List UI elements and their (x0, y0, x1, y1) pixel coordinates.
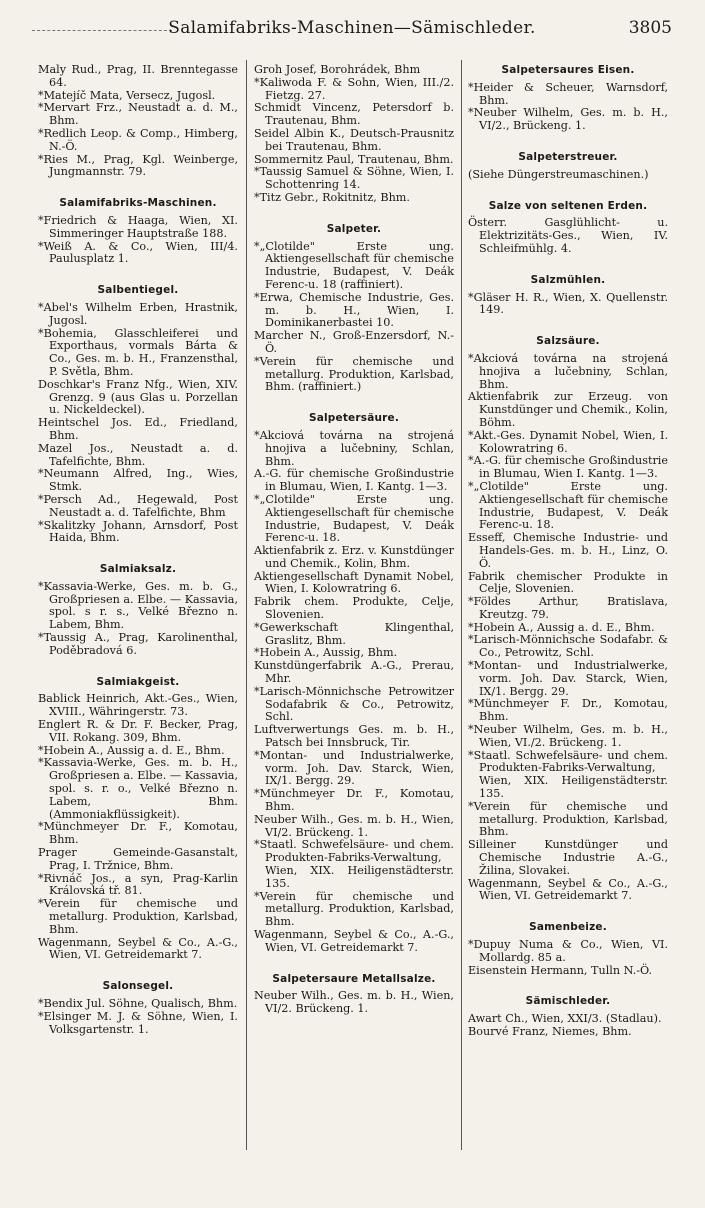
directory-entry: *Redlich Leop. & Comp., Himberg, N.-Ö. (38, 126, 238, 153)
section-heading: Salmiakgeist. (96, 675, 180, 688)
directory-entry: *Friedrich & Haaga, Wien, XI. Simmeringer Hauptstraße 188. (38, 213, 238, 240)
directory-entry: Schmidt Vincenz, Petersdorf b. Trautenau, Bhm. (254, 101, 454, 128)
directory-entry: Groh Josef, Borohrádek, Bhm (254, 63, 421, 76)
directory-entry: Seidel Albin K., Deutsch-Prausnitz bei Trautenau, Bhm. (254, 126, 454, 153)
section-heading: Salze von seltenen Erden. (488, 199, 648, 212)
directory-entry: *Larisch-Mönnichsche Petrowitzer Sodafabrik & Co., Petrowitz, Schl. (254, 684, 454, 724)
directory-entry: Awart Ch., Wien, XXI/3. (Stadlau). (468, 1012, 662, 1026)
section-heading: Salpetersaures Eisen. (501, 64, 635, 76)
directory-entry: Sommernitz Paul, Trautenau, Bhm. (254, 152, 454, 166)
section-heading: Salpetersaure Metallsalze. (272, 972, 436, 985)
directory-entry: *Staatl. Schwefelsäure- und chem. Produkten-Fabriks-Verwaltung, Wien, XIX. Heiligenstädterstr. 135. (254, 838, 454, 890)
directory-entry: *Persch Ad., Hegewald, Post Neustadt a. d. Tafelfichte, Bhm (38, 492, 238, 519)
directory-entry: *Verein für chemische und metallurg. Produktion, Karlsbad, Bhm. (raffiniert.) (254, 354, 454, 394)
section-heading: Salmiaksalz. (99, 563, 177, 576)
directory-entry: Österr. Gasglühlicht- u. Elektrizitäts-Ges., Wien, IV. Schleifmühlg. 4. (468, 216, 668, 255)
directory-entry: *Weiß A. & Co., Wien, III/4. Paulusplatz 1. (38, 239, 238, 266)
directory-entry: *„Clotilde" Erste ung. Aktiengesellschaft für chemische Industrie, Budapest, V. Deák Ferenc-u. 18. (254, 492, 454, 545)
directory-entry: Luftverwertungs Ges. m. b. H., Patsch bei Innsbruck, Tir. (254, 723, 454, 750)
directory-entry: *Montan- und Industrialwerke, vorm. Joh. Dav. Starck, Wien, IX/1. Bergg. 29. (468, 659, 668, 698)
directory-entry: *Hobein A., Aussig a. d. E., Bhm. (468, 620, 655, 634)
directory-entry: Doschkar's Franz Nfg., Wien, XIV. Grenzg. 9 (aus Glas u. Porzellan u. Nickeldeckel). (38, 377, 238, 417)
directory-entry: Bourvé Franz, Niemes, Bhm. (468, 1025, 632, 1038)
directory-entry: (Siehe Düngerstreumaschinen.) (468, 167, 649, 181)
directory-entry: *Taussig Samuel & Söhne, Wien, I. Schottenring 14. (254, 165, 454, 192)
directory-entry: *Staatl. Schwefelsäure- und chem. Produkten-Fabriks-Verwaltung, Wien, XIX. Heiligenstädterstr. 135. (468, 748, 668, 801)
column-divider (246, 60, 247, 1150)
section-heading: Salbentiegel. (97, 284, 179, 297)
column-divider (461, 60, 462, 1150)
directory-entry: *Neuber Wilhelm, Ges. m. b. H., VI/2., Brückeng. 1. (468, 106, 668, 133)
section-heading: Samenbeize. (529, 921, 607, 934)
page-header (32, 18, 672, 44)
directory-entry: Aktiengesellschaft Dynamit Nobel, Wien, I. Kolowratring 6. (254, 569, 454, 596)
directory-entry: *Bendix Jul. Söhne, Qualisch, Bhm. (38, 997, 238, 1010)
column-left (38, 64, 238, 1036)
directory-entry: Eisenstein Hermann, Tulln N.-Ö. (468, 963, 653, 977)
directory-entry: *Verein für chemische und metallurg. Produktion, Karlsbad, Bhm. (468, 799, 668, 839)
directory-entry: *Taussig A., Prag, Karolinenthal, Poděbradová 6. (38, 631, 238, 657)
directory-entry: Neuber Wilh., Ges. m. b. H., Wien, VI/2. Brückeng. 1. (254, 812, 454, 839)
directory-entry: *Montan- und Industrialwerke, vorm. Joh. Dav. Starck, Wien, IX/1. Bergg. 29. (254, 748, 454, 788)
page-number: 3805 (628, 18, 672, 38)
directory-entry: *Gewerkschaft Klingenthal, Graslitz, Bhm. (254, 620, 454, 647)
directory-entry: *Matejíč Mata, Versecz, Jugosl. (38, 88, 216, 102)
directory-entry: Fabrik chem. Produkte, Celje, Slovenien. (254, 595, 454, 622)
directory-entry: Kunstdüngerfabrik A.-G., Prerau, Mhr. (254, 659, 454, 686)
directory-entry: *Münchmeyer F. Dr., Komotau, Bhm. (468, 697, 668, 724)
directory-entry: *Akciová továrna na strojená hnojiva a lučebniny, Schlan, Bhm. (254, 428, 454, 468)
directory-entry: *A.-G. für chemische Großindustrie in Blumau, Wien I. Kantg. 1—3. (468, 454, 669, 481)
directory-entry: Fabrik chemischer Produkte in Celje, Slovenien. (468, 569, 668, 596)
directory-entry: Aktienfabrik z. Erz. v. Kunstdünger und Chemik., Kolin, Bhm. (254, 544, 454, 570)
directory-entry: *Kaliwoda F. & Sohn, Wien, III./2. Fietzg. 27. (254, 75, 454, 102)
directory-entry: *Akt.-Ges. Dynamit Nobel, Wien, I. Kolowratring 6. (468, 428, 668, 455)
page-title: Salamifabriks-Maschinen—Sämischleder. (168, 18, 536, 38)
column-middle (254, 64, 454, 1016)
directory-entry: *„Clotilde" Erste ung. Aktiengesellschaft für chemische Industrie, Budapest, V. Deák Ferenc-u. 18 (raffiniert). (254, 239, 454, 291)
section-heading: Salzsäure. (536, 335, 600, 348)
section-heading: Salpeter. (326, 222, 382, 235)
directory-entry: *Földes Arthur, Bratislava, Kreutzg. 79. (468, 595, 668, 621)
directory-entry: *Larisch-Mönnichsche Sodafabr. & Co., Petrowitz, Schl. (468, 633, 668, 660)
directory-entry: *Münchmeyer Dr. F., Komotau, Bhm. (38, 820, 238, 847)
directory-entry: *Abel's Wilhelm Erben, Hrastnik, Jugosl. (38, 300, 238, 327)
directory-entry: *Verein für chemische und metallurg. Produktion, Karlsbad, Bhm. (254, 889, 454, 929)
directory-entry: A.-G. für chemische Großindustrie in Blumau, Wien, I. Kantg. 1—3. (254, 467, 454, 494)
directory-entry: *Münchmeyer Dr. F., Komotau, Bhm. (254, 787, 454, 814)
directory-entry: *Ries M., Prag, Kgl. Weinberge, Jungmannstr. 79. (38, 152, 238, 179)
section-heading: Salonsegel. (102, 980, 174, 993)
directory-entry: Maly Rud., Prag, II. Brenntegasse 64. (38, 63, 238, 89)
directory-entry: *Kassavia-Werke, Ges. m. b. G., Großpriesen a. Elbe. — Kassavia, spol. s r. s., Velké Březno n. Labem, Bhm. (38, 579, 238, 632)
directory-entry: *Titz Gebr., Rokitnitz, Bhm. (254, 190, 410, 204)
directory-entry: *Hobein A., Aussig a. d. E., Bhm. (38, 743, 225, 757)
column-right (468, 64, 668, 1039)
directory-entry: *Hobein A., Aussig, Bhm. (254, 646, 398, 660)
directory-entry: *Bohemia, Glasschleiferei und Exporthaus, vormals Bárta & Co., Ges. m. b. H., Franzensthal, P. Světla, Bhm. (38, 326, 238, 378)
directory-entry: *Elsinger M. J. & Söhne, Wien, I. Volksgartenstr. 1. (38, 1009, 238, 1036)
directory-entry: Marcher N., Groß-Enzersdorf, N.-Ö. (254, 329, 454, 355)
directory-entry: *Akciová továrna na strojená hnojiva a lučebniny, Schlan, Bhm. (468, 351, 668, 391)
directory-entry: *Gläser H. R., Wien, X. Quellenstr. 149. (468, 290, 668, 317)
section-heading: Salzmühlen. (530, 273, 606, 286)
directory-entry: Bablick Heinrich, Akt.-Ges., Wien, XVIII., Währingerstr. 73. (38, 692, 238, 719)
section-heading: Salpeterstreuer. (518, 150, 618, 163)
directory-entry: *Verein für chemische und metallurg. Produktion, Karlsbad, Bhm. (38, 897, 238, 936)
directory-entry: *Neuber Wilhelm, Ges. m. b. H., Wien, VI./2. Brückeng. 1. (468, 723, 668, 749)
directory-entry: Prager Gemeinde-Gasanstalt, Prag, I. Tržnice, Bhm. (38, 846, 238, 872)
directory-entry: Heintschel Jos. Ed., Friedland, Bhm. (38, 416, 238, 442)
directory-entry: Wagenmann, Seybel & Co., A.-G., Wien, VI. Getreidemarkt 7. (38, 935, 238, 962)
directory-entry: *Erwa, Chemische Industrie, Ges. m. b. H., Wien, I. Dominikanerbastei 10. (254, 290, 454, 330)
directory-entry: Neuber Wilh., Ges. m. b. H., Wien, VI/2. Brückeng. 1. (254, 989, 454, 1016)
directory-entry: Silleiner Kunstdünger und Chemische Industrie A.-G., Žilina, Slovakei. (468, 838, 668, 877)
directory-entry: *Rivnáč Jos., a syn, Prag-Karlin Královská tř. 81. (38, 871, 238, 898)
section-heading: Salamifabriks-Maschinen. (59, 197, 217, 210)
directory-entry: Englert R. & Dr. F. Becker, Prag, VII. Rokang. 309, Bhm. (38, 718, 238, 744)
directory-entry: *Neumann Alfred, Ing., Wies, Stmk. (38, 467, 238, 494)
directory-entry: Aktienfabrik zur Erzeug. von Kunstdünger und Chemik., Kolin, Böhm. (468, 390, 668, 429)
directory-entry: *Mervart Frz., Neustadt a. d. M., Bhm. (38, 101, 238, 128)
directory-entry: Mazel Jos., Neustadt a. d. Tafelfichte, Bhm. (38, 441, 238, 468)
directory-entry: *Dupuy Numa & Co., Wien, VI. Mollardg. 85 a. (468, 938, 668, 964)
directory-entry: Wagenmann, Seybel & Co., A.-G., Wien, VI. Getreidemarkt 7. (254, 928, 454, 954)
directory-entry: Esseff, Chemische Industrie- und Handels-Ges. m. b. H., Linz, O. Ö. (468, 531, 668, 570)
directory-entry: *„Clotilde" Erste ung. Aktiengesellschaft für chemische Industrie, Budapest, V. Deák Ferenc-u. 18. (468, 479, 668, 532)
section-heading: Salpetersäure. (308, 412, 400, 425)
directory-entry: *Heider & Scheuer, Warnsdorf, Bhm. (468, 80, 668, 107)
directory-entry: *Kassavia-Werke, Ges. m. b. H., Großpriesen a. Elbe. — Kassavia, spol. s. r. o., Velké Březno n. Labem, Bhm. (Ammoniakflüssigkeit). (38, 756, 238, 821)
directory-entry: *Skalitzky Johann, Arnsdorf, Post Haida, Bhm. (38, 518, 238, 545)
section-heading: Sämischleder. (525, 995, 611, 1008)
directory-entry: Wagenmann, Seybel & Co., A.-G., Wien, VI. Getreidemarkt 7. (468, 876, 668, 903)
